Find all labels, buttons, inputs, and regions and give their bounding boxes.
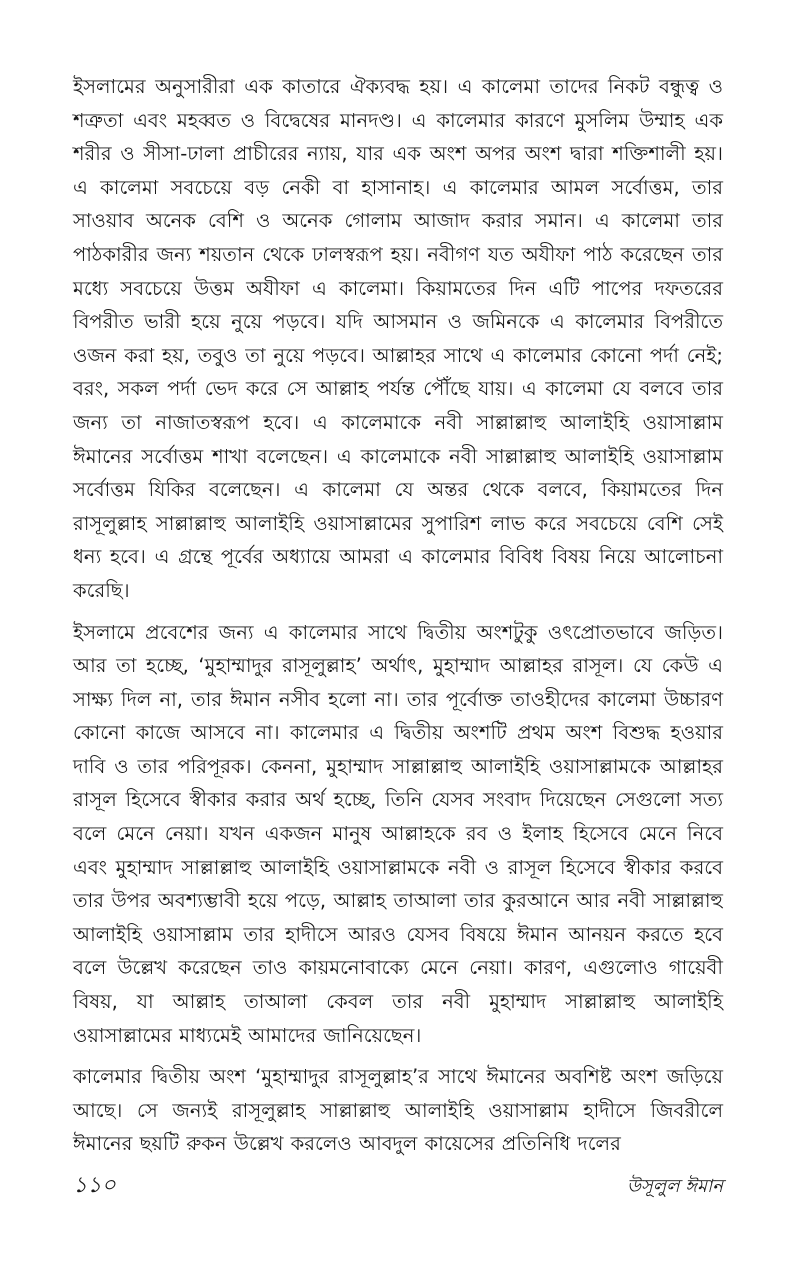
page-number: ১১০ [73, 1173, 116, 1198]
running-title: উসূলুল ঈমান [626, 1176, 723, 1197]
page-body [73, 70, 723, 1161]
paragraph: ইসলামের অনুসারীরা এক কাতারে ঐক্যবদ্ধ হয়। এ কালেমা তাদের নিকট বন্ধুত্ব ও শত্রুতা এবং মহব্বত ও বিদ্বেষের মানদণ্ড। এ কালেমার কারণে মুসলিম উম্মাহ এক শরীর ও সীসা-ঢালা প্রাচীরের ন্যায়, যার এক অংশ অপর অংশ দ্বারা শক্তিশালী হয়। এ কালেমা সবচেয়ে বড় নেকী বা হাসানাহ। এ কালেমার আমল সর্বোত্তম, তার সাওয়াব অনেক বেশি ও অনেক গোলাম আজাদ করার সমান। এ কালেমা তার পাঠকারীর জন্য শয়তান থেকে ঢালস্বরূপ হয়। নবীগণ যত অযীফা পাঠ করেছেন তার মধ্যে সবচেয়ে উত্তম অযীফা এ কালেমা। কিয়ামতের দিন এটি পাপের দফতরের বিপরীত ভারী হয়ে নুয়ে পড়বে। যদি আসমান ও জমিনকে এ কালেমার বিপরীতে ওজন করা হয়, তবুও তা নুয়ে পড়বে। আল্লাহর সাথে এ কালেমার কোনো পর্দা নেই; বরং, সকল পর্দা ভেদ করে সে আল্লাহ পর্যন্ত পৌঁছে যায়। এ কালেমা যে বলবে তার জন্য তা নাজাতস্বরূপ হবে। এ কালেমাকে নবী সাল্লাল্লাহু আলাইহি ওয়াসাল্লাম ঈমানের সর্বোত্তম শাখা বলেছেন। এ কালেমাকে নবী সাল্লাল্লাহু আলাইহি ওয়াসাল্লাম সর্বোত্তম যিকির বলেছেন। এ কালেমা যে অন্তর থেকে বলবে, কিয়ামতের দিন রাসূলুল্লাহ সাল্লাল্লাহু আলাইহি ওয়াসাল্লামের সুপারিশ লাভ করে সবচেয়ে বেশি সেই ধন্য হবে। এ গ্রন্থে পূর্বের অধ্যায়ে আমরা এ কালেমার বিবিধ বিষয় নিয়ে আলোচনা করেছি। [73, 75, 723, 602]
page-footer [73, 1168, 723, 1205]
paragraph: ইসলামে প্রবেশের জন্য এ কালেমার সাথে দ্বিতীয় অংশটুকু ওৎপ্রোতভাবে জড়িত। আর তা হচ্ছে, ‘মুহাম্মাদুর রাসূলুল্লাহ’ অর্থাৎ, মুহাম্মাদ আল্লাহর রাসূল। যে কেউ এ সাক্ষ্য দিল না, তার ঈমান নসীব হলো না। তার পূর্বোক্ত তাওহীদের কালেমা উচ্চারণ কোনো কাজে আসবে না। কালেমার এ দ্বিতীয় অংশটি প্রথম অংশ বিশুদ্ধ হওয়ার দাবি ও তার পরিপূরক। কেননা, মুহাম্মাদ সাল্লাল্লাহু আলাইহি ওয়াসাল্লামকে আল্লাহর রাসূল হিসেবে স্বীকার করার অর্থ হচ্ছে, তিনি যেসব সংবাদ দিয়েছেন সেগুলো সত্য বলে মেনে নেয়া। যখন একজন মানুষ আল্লাহকে রব ও ইলাহ হিসেবে মেনে নিবে এবং মুহাম্মাদ সাল্লাল্লাহু আলাইহি ওয়াসাল্লামকে নবী ও রাসূল হিসেবে স্বীকার করবে তার উপর অবশ্যম্ভাবী হয়ে পড়ে, আল্লাহ তাআলা তার কুরআনে আর নবী সাল্লাল্লাহু আলাইহি ওয়াসাল্লাম তার হাদীসে আরও যেসব বিষয়ে ঈমান আনয়ন করতে হবে বলে উল্লেখ করেছেন তাও কায়মনোবাক্যে মেনে নেয়া। কারণ, এগুলোও গায়েবী বিষয়, যা আল্লাহ তাআলা কেবল তার নবী মুহাম্মাদ সাল্লাল্লাহু আলাইহি ওয়াসাল্লামের মাধ্যমেই আমাদের জানিয়েছেন। [73, 620, 723, 1047]
paragraph: কালেমার দ্বিতীয় অংশ ‘মুহাম্মাদুর রাসূলুল্লাহ’র সাথে ঈমানের অবশিষ্ট অংশ জড়িয়ে আছে। সে জন্যই রাসূলুল্লাহ সাল্লাল্লাহু আলাইহি ওয়াসাল্লাম হাদীসে জিবরীলে ঈমানের ছয়টি রুকন উল্লেখ করলেও আবদুল কায়েসের প্রতিনিধি দলের [73, 1065, 723, 1156]
